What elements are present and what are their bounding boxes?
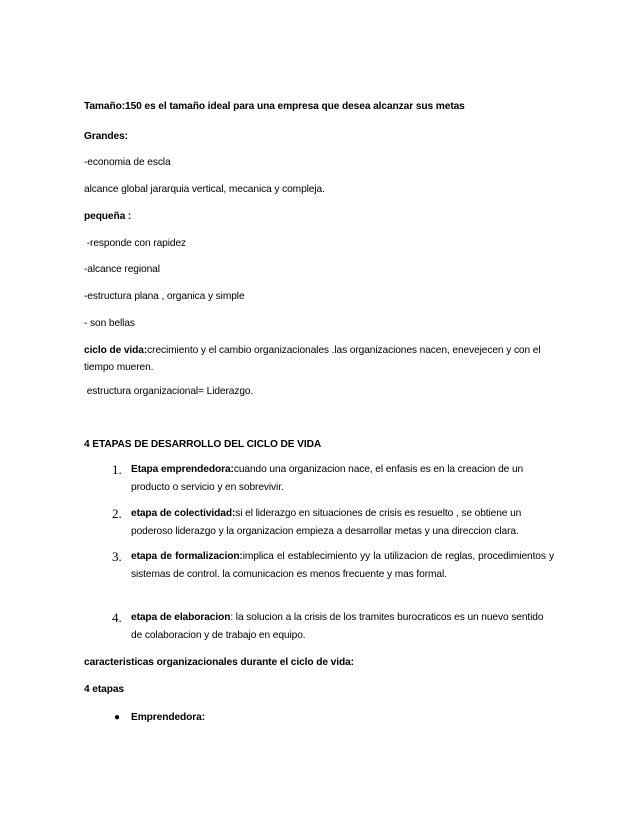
tamano-paragraph (84, 99, 554, 115)
etapa-label: etapa de formalizacion: (131, 551, 243, 562)
list-number: 3. (112, 549, 122, 564)
etapa-label: etapa de elaboracion (131, 612, 231, 623)
etapa-text: si el liderazgo en situaciones de crisis es resuelto , se obtiene un poderoso liderazgo y la organizacion empieza a desarrollar metas y una direccion clara. (131, 508, 522, 537)
caracteristicas-subheading: 4 etapas (84, 684, 124, 695)
ciclo-paragraph (84, 342, 554, 376)
ciclo-label: ciclo de vida: (84, 345, 148, 356)
etapa-item (131, 548, 554, 584)
etapa-text: cuando una organizacion nace, el enfasis es en la creacion de un producto o servicio y en sobrevivir. (131, 464, 524, 493)
ciclo-text: crecimiento y el cambio organizacionales .las organizaciones nacen, enevejecen y con el tiempo mueren. (84, 345, 541, 373)
etapa-text: implica el establecimiento yy la utilizacion de reglas, procedimientos y sistemas de control. la comunicacion es menos frecuente y mas formal. (131, 551, 554, 580)
grandes-heading: Grandes: (84, 131, 128, 142)
estructura-line: estructura organizacional= Liderazgo. (84, 386, 254, 397)
bullet-item: Emprendedora: (131, 712, 205, 723)
tamano-label: Tamaño: (84, 101, 125, 112)
pequena-line: -responde con rapidez (84, 238, 187, 249)
etapa-label: Etapa emprendedora: (131, 464, 234, 475)
grandes-line: -economia de escla (84, 157, 171, 168)
pequena-heading: pequeña : (84, 211, 132, 222)
list-number: 4. (112, 610, 122, 625)
etapa-item (131, 505, 554, 541)
etapa-item (131, 609, 554, 645)
tamano-text: 150 es el tamaño ideal para una empresa que desea alcanzar sus metas (125, 101, 465, 112)
pequena-line: - son bellas (84, 318, 135, 329)
pequena-line: -alcance regional (84, 264, 160, 275)
etapa-text: : la solucion a la crisis de los tramites burocraticos es un nuevo sentido de colaboracion y de trabajo en equipo. (131, 612, 544, 641)
pequena-line: -estructura plana , organica y simple (84, 291, 245, 302)
bullet-icon: ● (114, 712, 121, 723)
caracteristicas-heading: caracteristicas organizacionales durante el ciclo de vida: (84, 657, 354, 668)
etapa-item (131, 461, 554, 497)
etapa-label: etapa de colectividad: (131, 508, 236, 519)
etapas-heading: 4 ETAPAS DE DESARROLLO DEL CICLO DE VIDA (84, 439, 322, 450)
list-number: 1. (112, 462, 122, 477)
grandes-line: alcance global jararquia vertical, mecanica y compleja. (84, 184, 325, 195)
list-number: 2. (112, 506, 122, 521)
